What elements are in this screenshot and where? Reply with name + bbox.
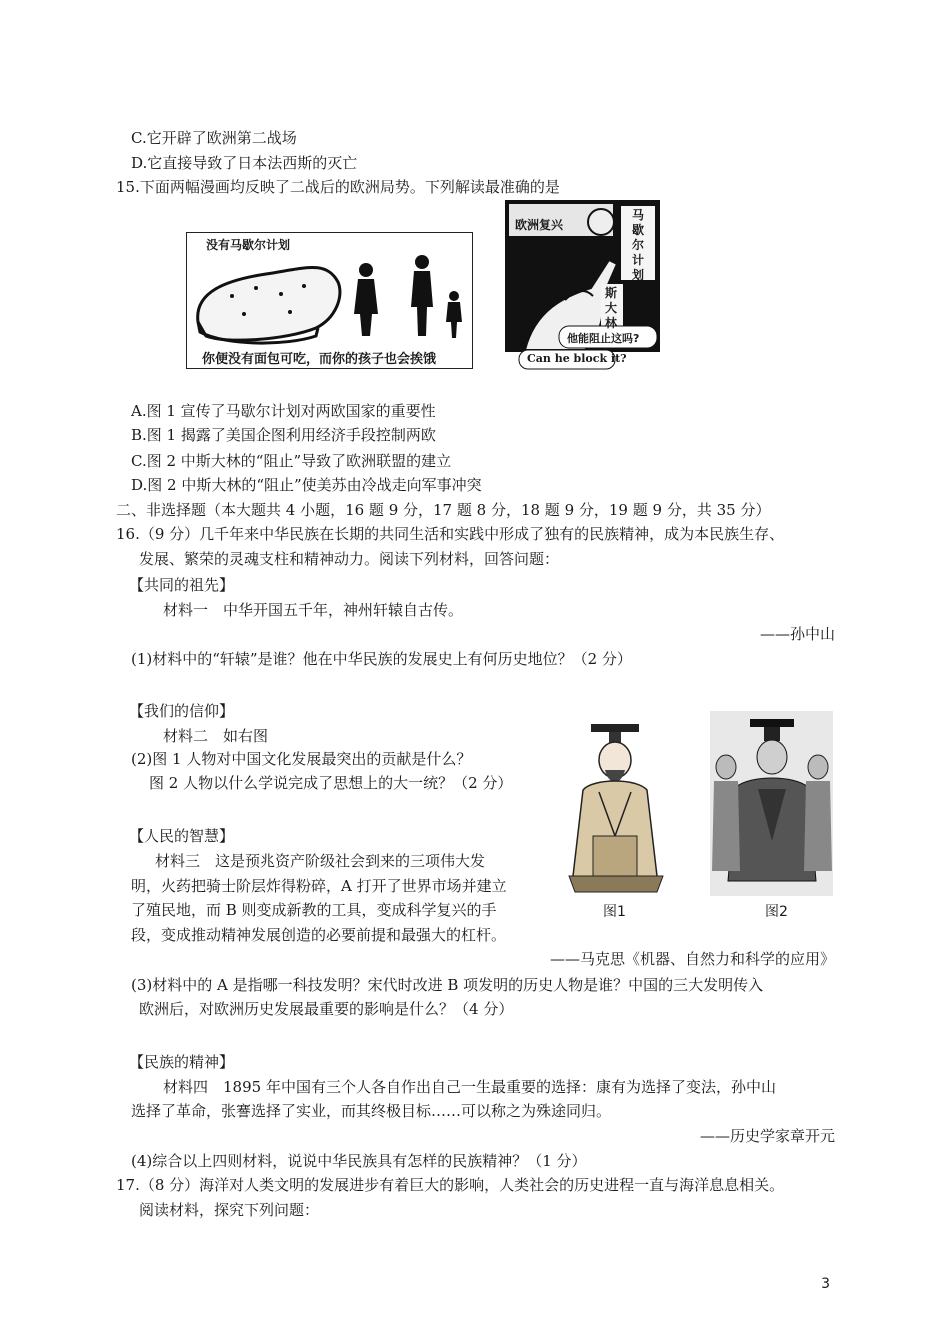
q16-question-3-line2: 欧洲后，对欧洲历史发展最重要的影响是什么？（4 分）	[139, 1000, 514, 1018]
cartoon-2-label-stalin: 斯大林	[605, 286, 618, 330]
page-number: 3	[821, 1276, 830, 1292]
cartoon-1-title: 没有马歇尔计划	[206, 238, 291, 252]
cartoon-2-label-marshall: 马歇尔计划	[632, 208, 645, 282]
q16-material-4-source: ——历史学家章开元	[699, 1127, 835, 1145]
q17-line1: 17.（8 分）海洋对人类文明的发展进步有着巨大的影响，人类社会的历史进程一直与海洋息息相关。	[116, 1176, 785, 1194]
cartoon-2-speech-en: Can he block it?	[527, 352, 627, 365]
q16-material-4-line2: 选择了革命，张謇选择了实业，而其终极目标……可以称之为殊途同归。	[131, 1102, 612, 1120]
figure-1-drawing	[553, 716, 678, 896]
q16-intro-2: 发展、繁荣的灵魂支柱和精神动力。阅读下列材料，回答问题：	[139, 550, 560, 568]
cartoon-2-label-europe: 欧洲复兴	[515, 218, 564, 232]
q16-material-3-line3: 了殖民地，而 B 则变成新教的工具，变成科学复兴的手	[131, 901, 497, 919]
q17-line2: 阅读材料，探究下列问题：	[139, 1201, 320, 1219]
q15-stem: 15.下面两幅漫画均反映了二战后的欧洲局势。下列解读最准确的是	[116, 178, 560, 196]
q14-option-c: C.它开辟了欧洲第二战场	[131, 129, 297, 147]
section2-heading: 二、非选择题（本大题共 4 小题，16 题 9 分，17 题 8 分，18 题 9 分，19 题 9 分，共 35 分）	[116, 501, 771, 519]
q15-option-a: A.图 1 宣传了马歇尔计划对两欧国家的重要性	[131, 402, 436, 420]
q15-option-c: C.图 2 中斯大林的“阻止”导致了欧洲联盟的建立	[131, 452, 452, 470]
q16-heading-belief: 【我们的信仰】	[129, 702, 235, 720]
q16-heading-wisdom: 【人民的智慧】	[129, 827, 235, 845]
q16-heading-ancestor: 【共同的祖先】	[129, 576, 235, 594]
figure-2	[710, 711, 833, 896]
q15-option-b: B.图 1 揭露了美国企图利用经济手段控制两欧	[131, 426, 436, 444]
q15-option-d: D.图 2 中斯大林的“阻止”使美苏由冷战走向军事冲突	[131, 476, 482, 494]
q14-option-d: D.它直接导致了日本法西斯的灭亡	[131, 154, 358, 172]
q16-material-1-source: ——孙中山	[759, 625, 835, 643]
figure-2-drawing	[710, 711, 833, 896]
cartoon-2-speech-cn: 他能阻止这吗?	[567, 332, 640, 345]
q16-material-3-line4: 段，变成推动精神发展创造的必要前提和最强大的杠杆。	[131, 926, 507, 944]
q16-intro-1: 16.（9 分）几千年来中华民族在长期的共同生活和实践中形成了独有的民族精神，成为本民族生存、	[116, 525, 785, 543]
cartoon-1-caption: 你便没有面包可吃，而你的孩子也会挨饿	[202, 352, 437, 367]
cartoon-1	[186, 232, 473, 369]
q16-heading-spirit: 【民族的精神】	[129, 1053, 235, 1071]
cartoon-2	[505, 200, 660, 370]
q16-question-1: (1)材料中的“轩辕”是谁？他在中华民族的发展史上有何历史地位？（2 分）	[131, 650, 632, 668]
q16-question-2-line2: 图 2 人物以什么学说完成了思想上的大一统？（2 分）	[149, 774, 513, 792]
q16-material-3-line1: 材料三 这是预兆资产阶级社会到来的三项伟大发	[155, 852, 486, 870]
figure-1-caption: 图1	[603, 904, 626, 920]
q16-question-3-line1: (3)材料中的 A 是指哪一科技发明？宋代时改进 B 项发明的历史人物是谁？中国的三大发明传入	[131, 976, 764, 994]
q16-material-2: 材料二 如右图	[163, 727, 269, 745]
q16-material-3-source: ——马克思《机器、自然力和科学的应用》	[549, 950, 835, 968]
q16-material-4-line1: 材料四 1895 年中国有三个人各自作出自己一生最重要的选择：康有为选择了变法，孙中山	[163, 1078, 776, 1096]
q16-question-4: (4)综合以上四则材料，说说中华民族具有怎样的民族精神？（1 分）	[131, 1152, 587, 1170]
q16-material-1: 材料一 中华开国五千年，神州轩辕自古传。	[163, 601, 464, 619]
figure-2-caption: 图2	[765, 904, 788, 920]
figure-1	[553, 716, 678, 896]
q16-material-3-line2: 明，火药把骑士阶层炸得粉碎，A 打开了世界市场并建立	[131, 877, 507, 895]
q16-question-2-line1: (2)图 1 人物对中国文化发展最突出的贡献是什么？	[131, 750, 472, 768]
